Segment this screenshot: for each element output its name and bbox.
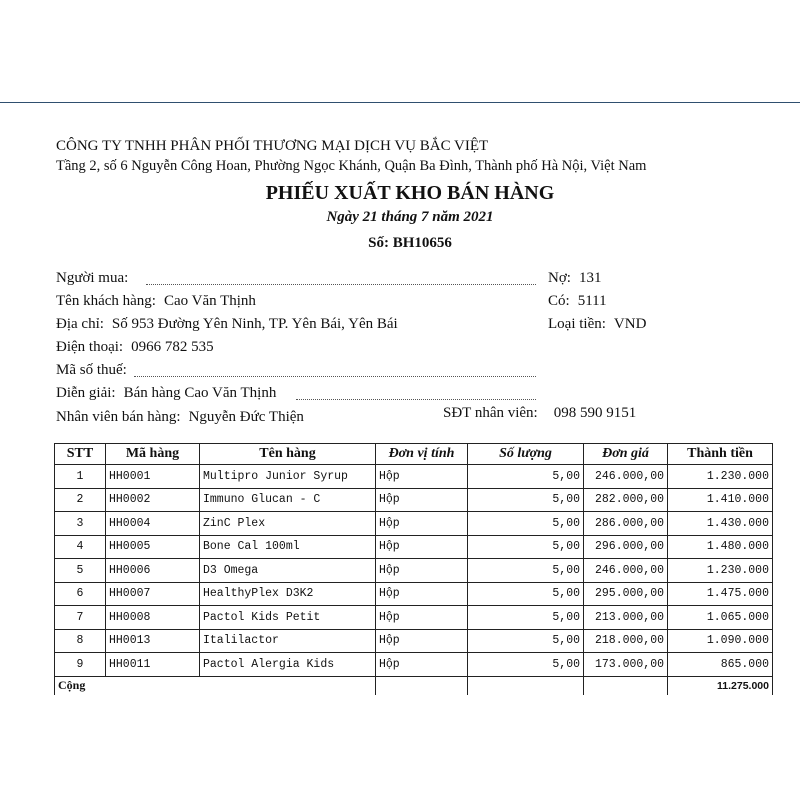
staff-phone-label: SĐT nhân viên:: [443, 405, 538, 421]
cell-amount: 1.475.000: [668, 582, 773, 606]
cell-code: HH0008: [106, 606, 200, 630]
cell-name: Pactol Alergia Kids: [200, 653, 376, 677]
cell-price: 218.000,00: [584, 629, 668, 653]
cell-name: D3 Omega: [200, 559, 376, 583]
address-value: Số 953 Đường Yên Ninh, TP. Yên Bái, Yên Bái: [111, 316, 398, 332]
staff-field: [56, 409, 304, 426]
credit-label: Có:: [548, 293, 570, 309]
cell-code: HH0011: [106, 653, 200, 677]
cell-amount: 865.000: [668, 653, 773, 677]
table-row: [55, 559, 773, 583]
total-amount: 11.275.000: [668, 676, 773, 695]
description-field: [56, 385, 276, 402]
document-title: PHIẾU XUẤT KHO BÁN HÀNG: [265, 182, 555, 204]
cell-unit: Hộp: [376, 606, 468, 630]
cell-amount: 1.430.000: [668, 512, 773, 536]
cell-stt: 6: [55, 582, 106, 606]
table-row: [55, 582, 773, 606]
cell-amount: 1.230.000: [668, 559, 773, 583]
cell-name: Pactol Kids Petit: [200, 606, 376, 630]
cell-amount: 1.410.000: [668, 488, 773, 512]
buyer-field: [56, 270, 128, 287]
company-name: CÔNG TY TNHH PHÂN PHỐI THƯƠNG MẠI DỊCH VỤ BẮC VIỆT: [56, 138, 489, 154]
cell-quantity: 5,00: [468, 488, 584, 512]
header-price: Đơn giá: [584, 444, 668, 465]
cell-amount: 1.480.000: [668, 535, 773, 559]
header-amount: Thành tiền: [668, 444, 773, 465]
cell-quantity: 5,00: [468, 465, 584, 489]
cell-code: HH0006: [106, 559, 200, 583]
header-stt: STT: [55, 444, 106, 465]
cell-code: HH0005: [106, 535, 200, 559]
staff-value: Nguyễn Đức Thiện: [188, 409, 304, 425]
cell-stt: 3: [55, 512, 106, 536]
table-row: [55, 512, 773, 536]
tax-label: Mã số thuế:: [56, 362, 127, 378]
table-row: [55, 606, 773, 630]
buyer-dotted-line: [146, 284, 536, 285]
items-table: [54, 443, 773, 695]
phone-field: [56, 339, 214, 356]
cell-code: HH0001: [106, 465, 200, 489]
cell-stt: 2: [55, 488, 106, 512]
company-address: Tầng 2, số 6 Nguyễn Công Hoan, Phường Ngọc Khánh, Quận Ba Đình, Thành phố Hà Nội, Việt Nam: [56, 158, 647, 174]
debit-label: Nợ:: [548, 270, 571, 286]
cell-price: 173.000,00: [584, 653, 668, 677]
description-dotted-line: [296, 399, 536, 400]
total-row: [55, 676, 773, 695]
cell-code: HH0004: [106, 512, 200, 536]
address-field: [56, 316, 398, 333]
table-row: [55, 653, 773, 677]
description-label: Diễn giải:: [56, 385, 116, 401]
cell-unit: Hộp: [376, 512, 468, 536]
tax-field: [56, 362, 127, 379]
cell-code: HH0013: [106, 629, 200, 653]
cell-price: 295.000,00: [584, 582, 668, 606]
cell-unit: Hộp: [376, 465, 468, 489]
customer-field: [56, 293, 256, 310]
table-row: [55, 535, 773, 559]
cell-unit: Hộp: [376, 488, 468, 512]
document-date: Ngày 21 tháng 7 năm 2021: [326, 209, 494, 225]
cell-name: HealthyPlex D3K2: [200, 582, 376, 606]
total-empty-unit: [376, 676, 468, 695]
cell-unit: Hộp: [376, 629, 468, 653]
cell-quantity: 5,00: [468, 559, 584, 583]
phone-label: Điện thoại:: [56, 339, 124, 355]
table-row: [55, 465, 773, 489]
cell-stt: 5: [55, 559, 106, 583]
customer-label: Tên khách hàng:: [56, 293, 156, 309]
currency-field: [548, 316, 646, 333]
cell-name: Multipro Junior Syrup: [200, 465, 376, 489]
cell-unit: Hộp: [376, 559, 468, 583]
table-header-row: [55, 444, 773, 465]
cell-price: 286.000,00: [584, 512, 668, 536]
cell-price: 246.000,00: [584, 559, 668, 583]
buyer-label: Người mua:: [56, 270, 129, 286]
cell-quantity: 5,00: [468, 629, 584, 653]
cell-code: HH0002: [106, 488, 200, 512]
cell-amount: 1.230.000: [668, 465, 773, 489]
cell-price: 296.000,00: [584, 535, 668, 559]
cell-name: Immuno Glucan - C: [200, 488, 376, 512]
header-code: Mã hàng: [106, 444, 200, 465]
cell-price: 213.000,00: [584, 606, 668, 630]
staff-phone-value: 098 590 9151: [553, 405, 637, 421]
cell-unit: Hộp: [376, 535, 468, 559]
credit-field: [548, 293, 607, 310]
cell-amount: 1.065.000: [668, 606, 773, 630]
cell-code: HH0007: [106, 582, 200, 606]
description-value: Bán hàng Cao Văn Thịnh: [123, 385, 277, 401]
cell-price: 282.000,00: [584, 488, 668, 512]
credit-value: 5111: [577, 293, 607, 309]
cell-name: ZinC Plex: [200, 512, 376, 536]
cell-unit: Hộp: [376, 653, 468, 677]
cell-quantity: 5,00: [468, 606, 584, 630]
staff-phone-field: [443, 405, 636, 422]
cell-stt: 1: [55, 465, 106, 489]
total-empty-quantity: [468, 676, 584, 695]
cell-stt: 7: [55, 606, 106, 630]
cell-quantity: 5,00: [468, 582, 584, 606]
cell-stt: 8: [55, 629, 106, 653]
address-label: Địa chỉ:: [56, 316, 104, 332]
phone-value: 0966 782 535: [131, 339, 214, 355]
document-number: Số: BH10656: [368, 235, 452, 251]
staff-label: Nhân viên bán hàng:: [56, 409, 181, 425]
top-rule: [0, 102, 800, 103]
header-quantity: Số lượng: [468, 444, 584, 465]
cell-stt: 4: [55, 535, 106, 559]
total-label: Cộng: [55, 676, 376, 695]
cell-price: 246.000,00: [584, 465, 668, 489]
cell-quantity: 5,00: [468, 653, 584, 677]
debit-field: [548, 270, 601, 287]
cell-amount: 1.090.000: [668, 629, 773, 653]
header-name: Tên hàng: [200, 444, 376, 465]
total-empty-price: [584, 676, 668, 695]
cell-quantity: 5,00: [468, 535, 584, 559]
cell-unit: Hộp: [376, 582, 468, 606]
header-unit: Đơn vị tính: [376, 444, 468, 465]
tax-dotted-line: [134, 376, 536, 377]
customer-value: Cao Văn Thịnh: [163, 293, 256, 309]
currency-label: Loại tiền:: [548, 316, 606, 332]
currency-value: VND: [613, 316, 647, 332]
table-row: [55, 488, 773, 512]
cell-name: Italilactor: [200, 629, 376, 653]
cell-stt: 9: [55, 653, 106, 677]
debit-value: 131: [578, 270, 602, 286]
cell-name: Bone Cal 100ml: [200, 535, 376, 559]
table-row: [55, 629, 773, 653]
cell-quantity: 5,00: [468, 512, 584, 536]
